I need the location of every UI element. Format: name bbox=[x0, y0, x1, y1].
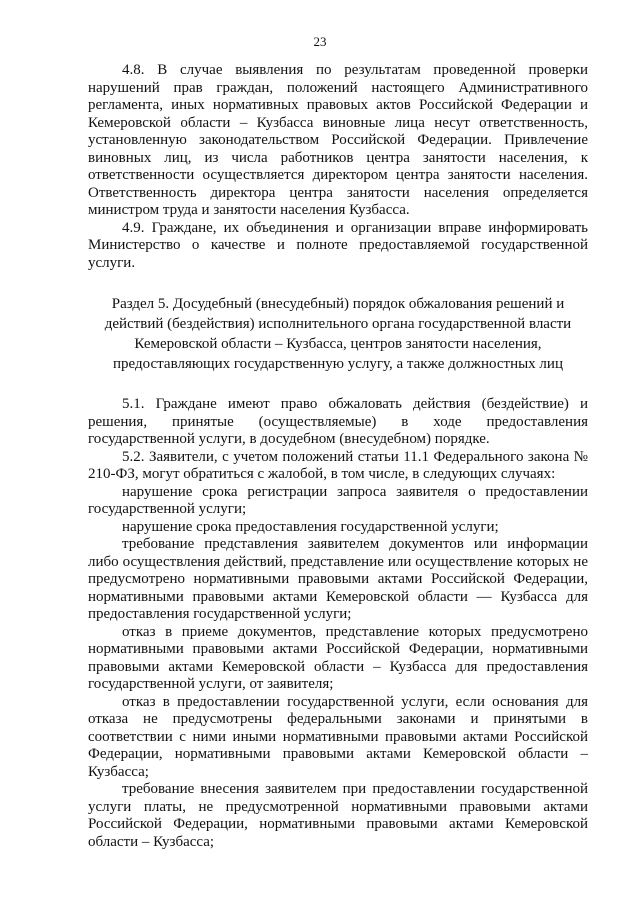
list-item: отказ в приеме документов, представление которых предусмотрено нормативными правовыми актами Российской Федерации, нормативными правовыми актами Кемеровской области – Кузбасса для предоставления государственной услуги, от заявителя; bbox=[88, 623, 588, 692]
paragraph-5-2: 5.2. Заявители, с учетом положений статьи 11.1 Федерального закона № 210-ФЗ, могут обратиться с жалобой, в том числе, в следующих случаях: bbox=[88, 448, 588, 482]
paragraph-4-9: 4.9. Граждане, их объединения и организации вправе информировать Министерство о качестве и полноте предоставляемой государственной услуги. bbox=[88, 219, 588, 271]
list-item: требование представления заявителем документов или информации либо осуществления действий, представление или осуществление которых не предусмотрено нормативными правовыми актами Российской Федерации, нормативными правовыми актами Кемеровской области — Кузбасса для предоставления государственной услуги; bbox=[88, 536, 588, 622]
list-item: нарушение срока предоставления государственной услуги; bbox=[122, 518, 499, 535]
paragraph-5-1: 5.1. Граждане имеют право обжаловать действия (бездействие) и решения, принятые (осуществляемые) в ходе предоставления государственной услуги, в досудебном (внесудебном) порядке. bbox=[88, 396, 588, 447]
section-5-heading: Раздел 5. Досудебный (внесудебный) порядок обжалования решений и действий (бездействия) исполнительного органа государственной власти Кемеровской области – Кузбасса, центров занятости населения, предоставляющих государственную услугу, а также должностных лиц bbox=[104, 296, 572, 372]
paragraph-4-8: 4.8. В случае выявления по результатам проведенной проверки нарушений прав граждан, положений настоящего Административного регламента, иных нормативных правовых актов Российской Федерации и Кемеровской области – Кузбасса виновные лица несут ответственность, установленную законодательством Российской Федерации. Привлечение виновных лиц, из числа работников центра занятости населения, к ответственности осуществляется директором центра занятости населения. Ответственность директора центра занятости населения определяется министром труда и занятости населения Кузбасса. bbox=[88, 62, 588, 218]
document-body bbox=[88, 62, 588, 851]
list-item: нарушение срока регистрации запроса заявителя о предоставлении государственной услуги; bbox=[88, 483, 588, 517]
list-item: отказ в предоставлении государственной услуги, если основания для отказа не предусмотрены федеральными законами и принятыми в соответствии с ними иными нормативными правовыми актами Российской Федерации, нормативными правовыми актами Кемеровской области – Кузбасса; bbox=[88, 693, 588, 780]
list-item: требование внесения заявителем при предоставлении государственной услуги платы, не предусмотренной нормативными правовыми актами Российской Федерации, нормативными правовыми актами Кемеровской области – Кузбасса; bbox=[88, 781, 588, 850]
page-number: 23 bbox=[313, 34, 327, 49]
